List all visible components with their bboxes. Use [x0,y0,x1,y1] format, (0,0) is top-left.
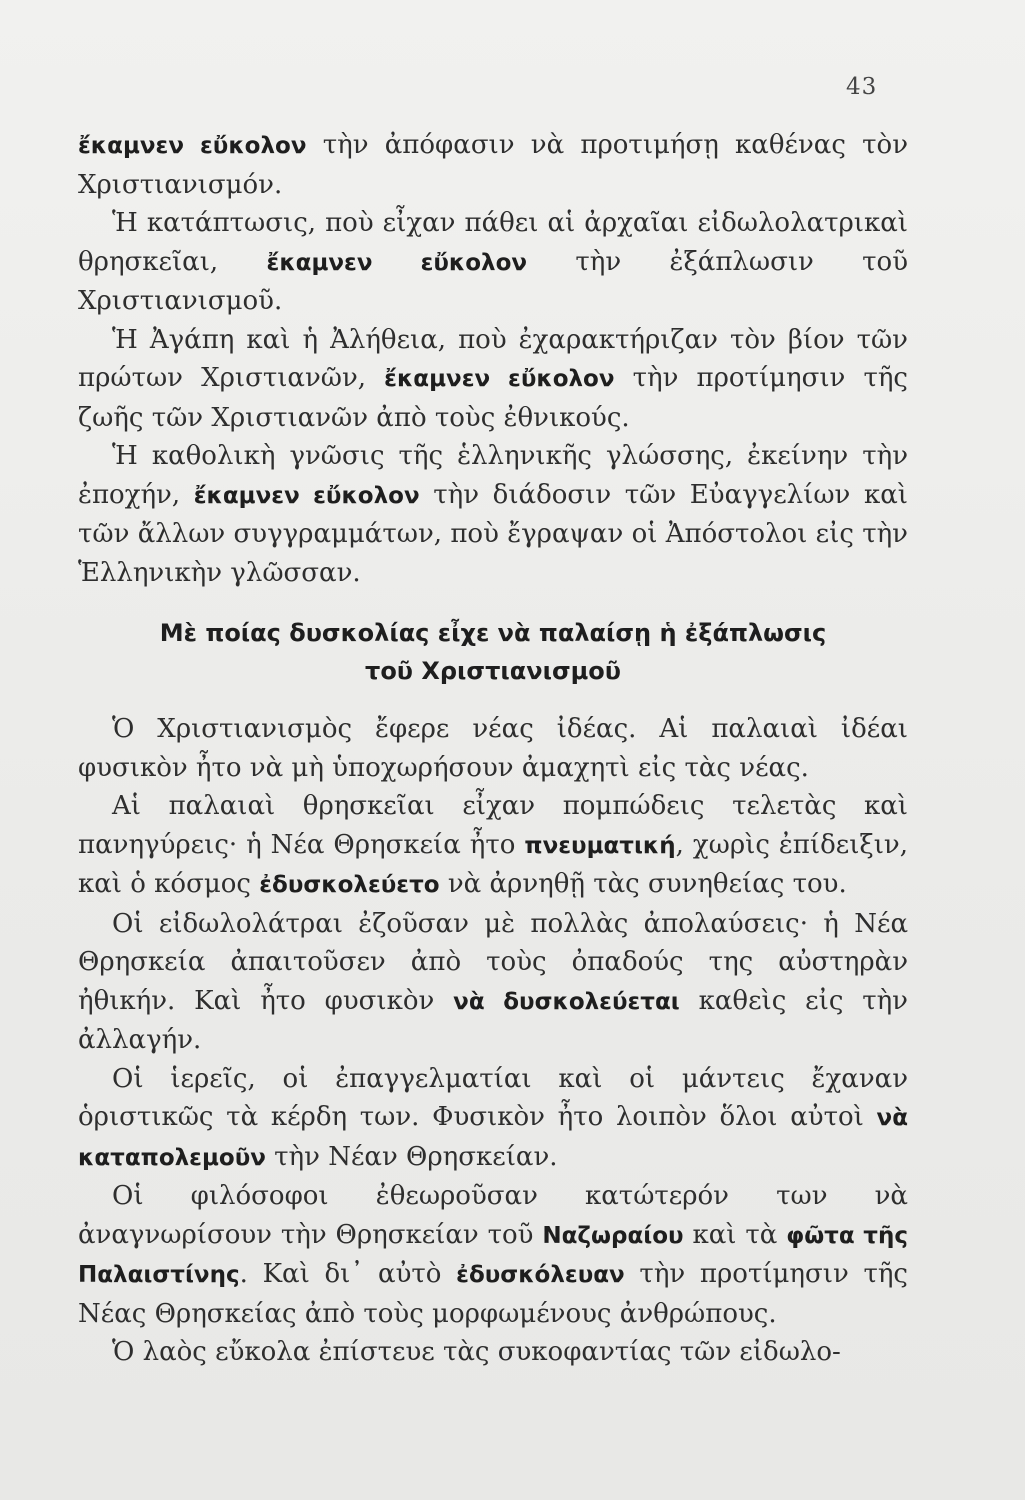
section-heading [78,614,908,690]
bold-phrase: ἔκαμνεν εὔκολον [78,133,307,159]
paragraphs-after-heading [78,710,908,1372]
text-run: Οἱ εἰδωλολάτραι ἐζοῦσαν μὲ πολλὰς ἀπολαύσεις· ἡ Νέα Θρησκεία ἀπαιτοῦσεν ἀπὸ τοὺς ὀπαδούς της αὐστηρὰν ἠθικήν. Καὶ ἦτο φυσικὸν [78,908,908,1016]
text-run: τὴν προτίμησιν τῆς Νέας Θρησκείας ἀπὸ τοὺς μορφωμένους ἀνθρώπους. [78,1259,908,1329]
text-run: Οἱ ἱερεῖς, οἱ ἐπαγγελματίαι καὶ οἱ μάντεις ἔχαναν ὁριστικῶς τὰ κέρδη των. Φυσικὸν ἦτο λοιπὸν ὅλοι αὐτοὶ [78,1063,908,1132]
text-run: Ἡ κατάπτωσις, ποὺ εἶχαν πάθει αἱ ἀρχαῖαι εἰδωλολατρικαὶ θρησκεῖαι, [78,208,908,277]
text-run: τὴν ἐξάπλωσιν τοῦ Χριστιανισμοῦ. [78,246,909,316]
bold-phrase: ἔκαμνεν εὔκολον [384,366,615,392]
section-heading-line-2: τοῦ Χριστιανισμοῦ [365,657,621,685]
paragraph [78,126,908,204]
section-heading-line-1: Μὲ ποίας δυσκολίας εἶχε νὰ παλαίσῃ ἡ ἐξάπλωσις [159,619,827,647]
paragraph [78,1060,908,1178]
page-number: 43 [846,74,878,100]
bold-phrase: νὰ δυσκολεύεται [453,988,680,1015]
text-run: , χωρὶς ἐπίδειξιν, καὶ ὁ κόσμος [78,829,908,899]
bold-phrase: ἔκαμνεν εὔκολον [193,482,420,509]
text-run: Οἱ φιλόσοφοι ἐθεωροῦσαν κατώτερόν των νὰ ἀναγνωρίσουν τὴν Θρησκείαν τοῦ [78,1181,908,1250]
text-body [78,126,908,1372]
paragraph [78,204,908,321]
paragraph [78,905,908,1060]
text-run: Ὁ λαὸς εὔκολα ἐπίστευε τὰς συκοφαντίας τῶν εἰδωλο- [112,1337,841,1367]
paragraphs-before-heading [78,126,908,592]
bold-phrase: Ναζωραίου [542,1222,684,1249]
bold-phrase: ἔκαμνεν εὔκολον [266,249,528,276]
text-run: νὰ ἀρνηθῇ τὰς συνηθείας του. [439,869,847,899]
paragraph [78,787,908,905]
text-run: τὴν ἀπόφασιν νὰ προτιμήσῃ καθένας τὸν Χριστιανισμόν. [78,130,908,200]
paragraph [78,1333,908,1372]
bold-phrase: νὰ καταπολεμοῦν [78,1105,908,1171]
paragraph [78,710,908,787]
bold-phrase: πνευματική [524,832,676,859]
bold-phrase: ἐδυσκόλευαν [456,1262,625,1288]
text-run: Αἱ παλαιαὶ θρησκεῖαι εἶχαν πομπώδεις τελετὰς καὶ πανηγύρεις· ἡ Νέα Θρησκεία ἦτο [78,791,908,860]
text-run: τὴν προτίμησιν τῆς ζωῆς τῶν Χριστιανῶν ἀπὸ τοὺς ἐθνικούς. [78,363,908,433]
text-run: καὶ τὰ [683,1219,787,1250]
paragraph [78,321,908,438]
paragraph [78,437,908,592]
text-run: Ἡ Ἀγάπη καὶ ἡ Ἀλήθεια, ποὺ ἐχαρακτήριζαν τὸν βίον τῶν πρώτων Χριστιανῶν, [78,324,908,393]
bold-phrase: φῶτα τῆς Παλαιστίνης [78,1222,908,1288]
text-run: τὴν Νέαν Θρησκείαν. [265,1141,558,1172]
paragraph [78,1177,908,1333]
text-run: Ὁ Χριστιανισμὸς ἔφερε νέας ἰδέας. Αἱ παλαιαὶ ἰδέαι φυσικὸν ἦτο νὰ μὴ ὑποχωρήσουν ἀμαχητὶ εἰς τὰς νέας. [78,714,908,783]
text-run: Ἡ καθολικὴ γνῶσις τῆς ἑλληνικῆς γλώσσης, ἐκείνην τὴν ἐποχήν, [78,441,908,510]
text-run: . Καὶ δι᾽ αὐτὸ [239,1259,457,1289]
bold-phrase: ἐδυσκολεύετο [259,872,440,898]
text-run: τὴν διάδοσιν τῶν Εὐαγγελίων καὶ τῶν ἄλλων συγγραμμάτων, ποὺ ἔγραψαν οἱ Ἀπόστολοι εἰς τὴν Ἑλληνικὴν γλῶσσαν. [78,479,908,588]
text-run: καθεὶς εἰς τὴν ἀλλαγήν. [78,985,908,1055]
